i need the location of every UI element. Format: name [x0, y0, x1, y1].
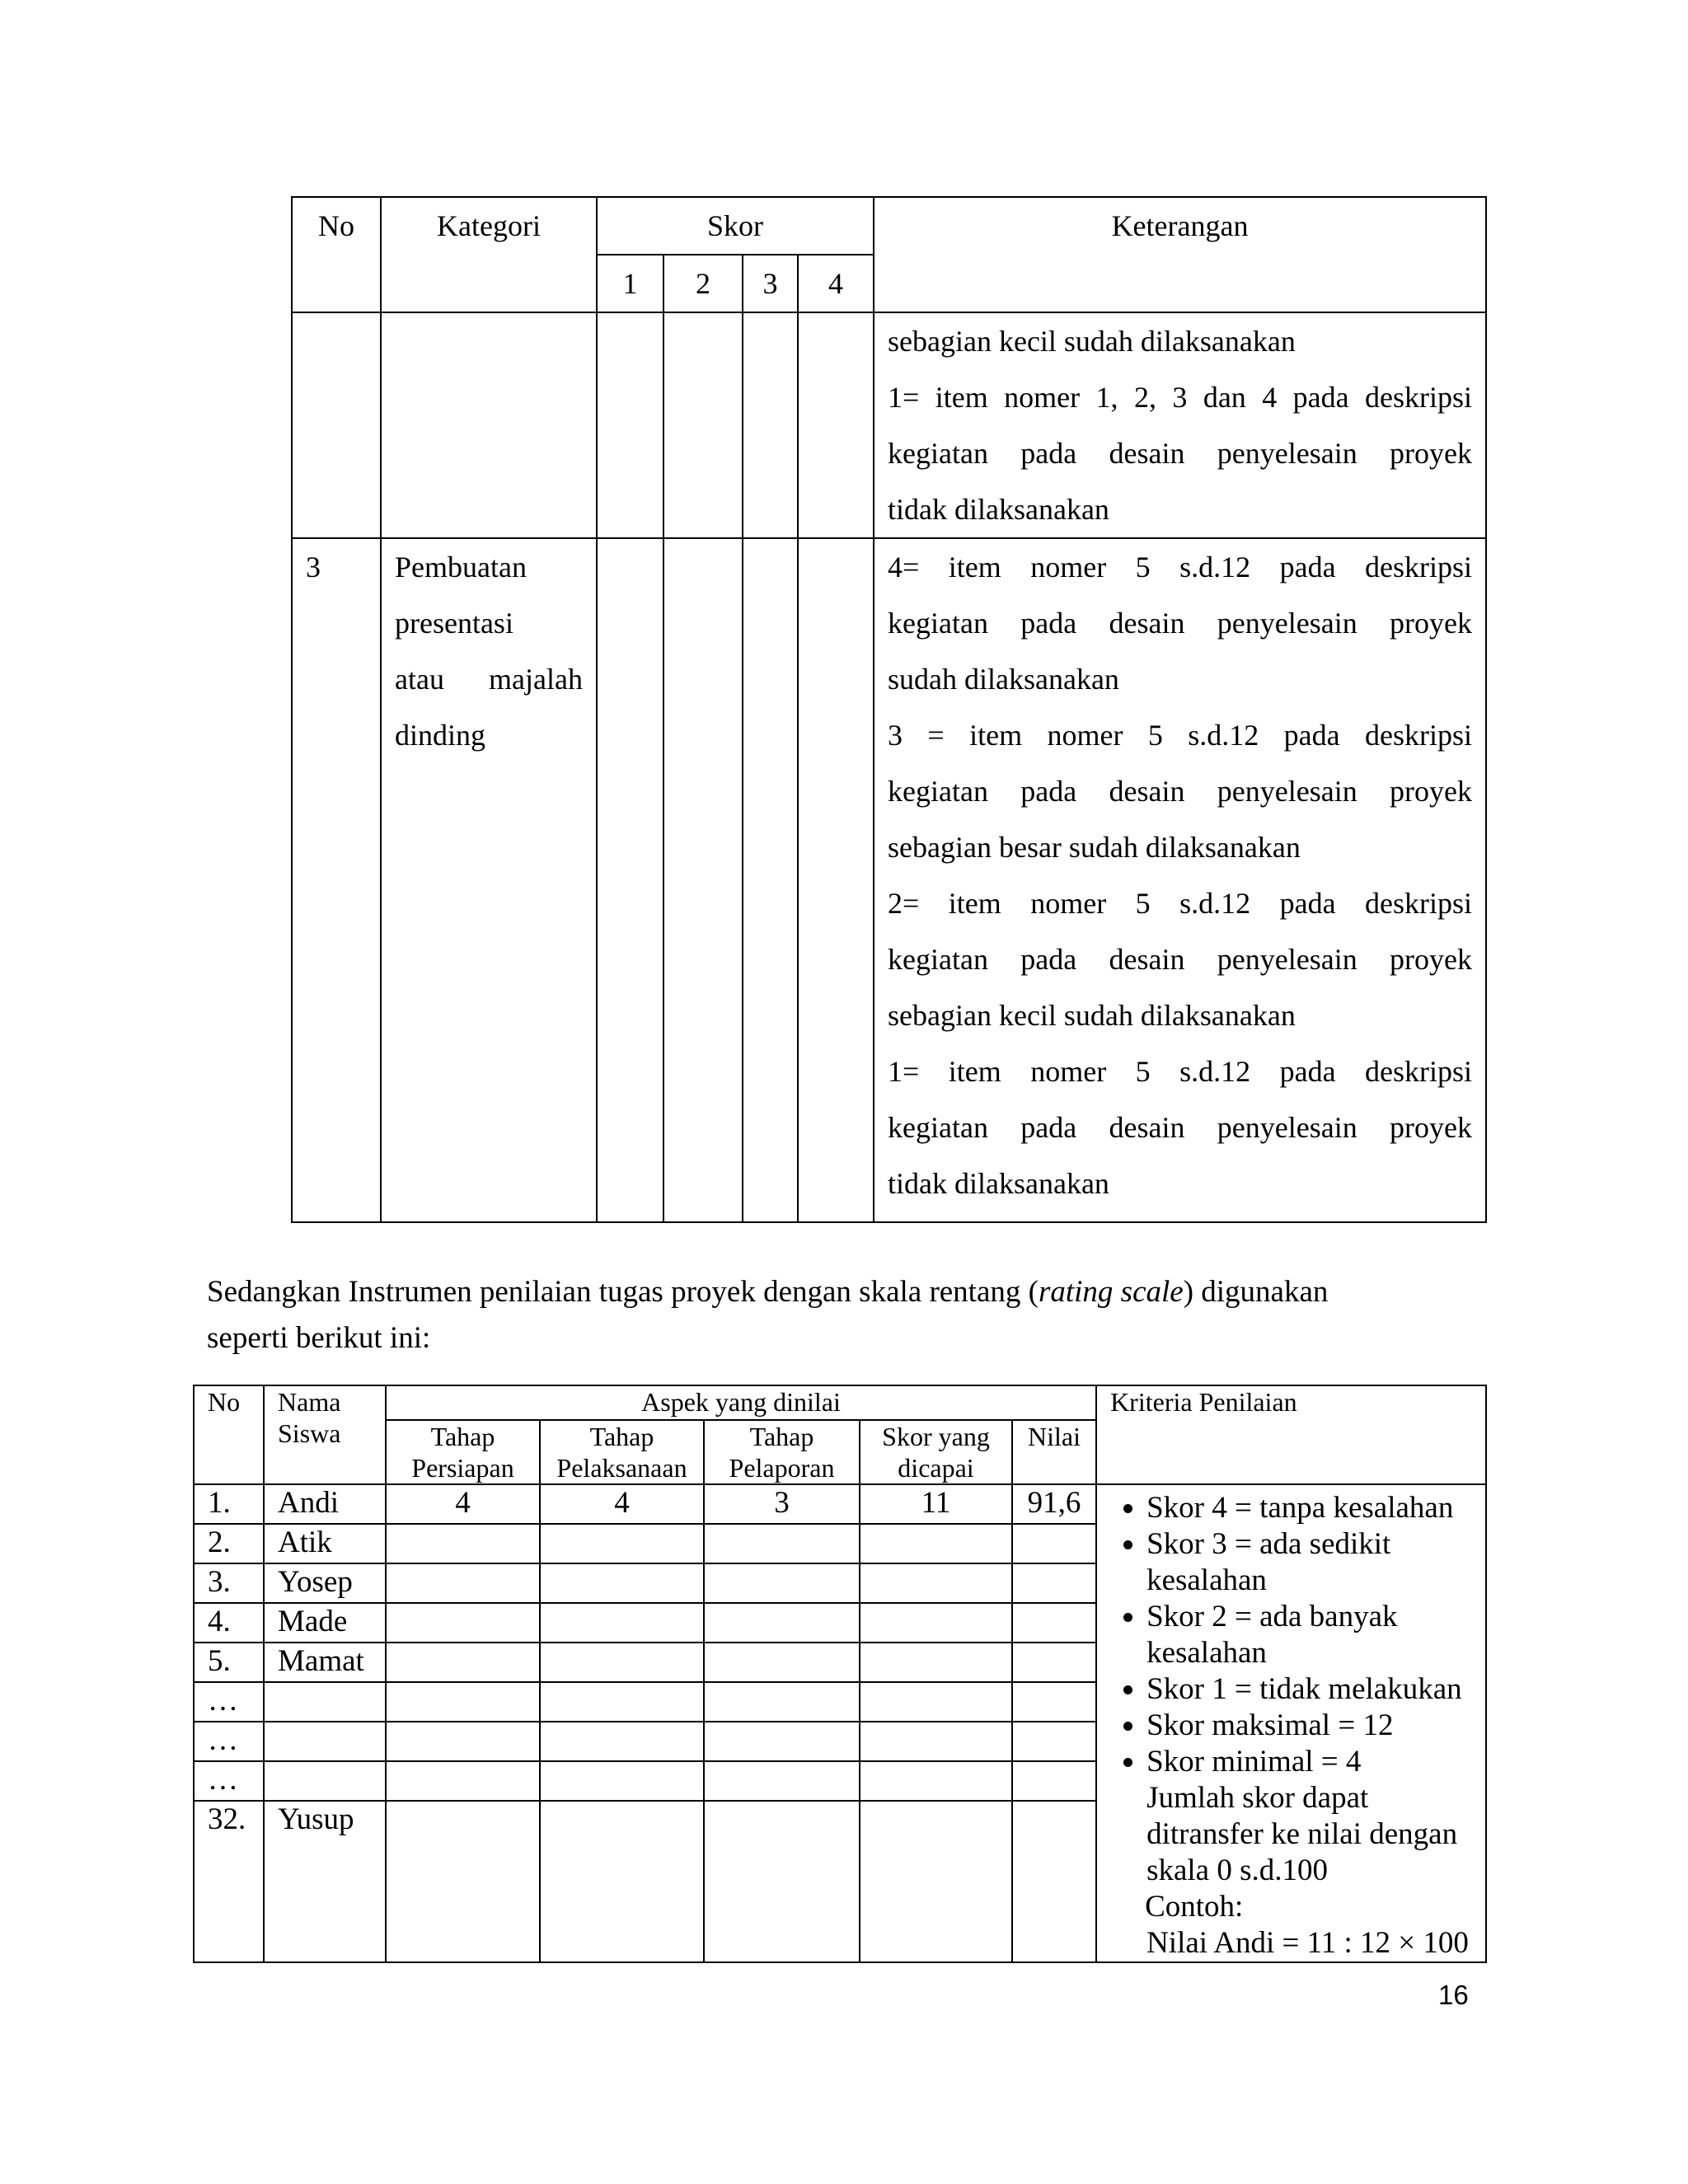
cell-nama: Yosep — [264, 1563, 386, 1603]
sub-l2: Pelaporan — [729, 1453, 835, 1483]
cell-nama: Atik — [264, 1524, 386, 1563]
intro-paragraph — [207, 1269, 1493, 1361]
header-skor-3: 3 — [743, 255, 798, 312]
cell-nama — [264, 1722, 386, 1761]
ket-line: 4= item nomer 5 s.d.12 pada deskripsi — [888, 551, 1473, 583]
header-tahap-pelaksanaan — [540, 1420, 704, 1484]
ket-line: kegiatan pada desain penyelesain proyek — [888, 1111, 1473, 1144]
header-nama-l2: Siswa — [278, 1418, 341, 1448]
header-tahap-persiapan — [386, 1420, 540, 1484]
cell-skor: 11 — [860, 1484, 1012, 1524]
kriteria-item: • Skor maksimal = 12 — [1146, 1708, 1482, 1744]
continuation-keterangan — [874, 312, 1486, 538]
cell-nama: Yusup — [264, 1801, 386, 1962]
header-keterangan: Keterangan — [874, 197, 1486, 312]
kriteria-item: • Skor 4 = tanpa kesalahan — [1146, 1490, 1482, 1526]
cell-pelaksanaan: 4 — [540, 1484, 704, 1524]
cell-no: 4. — [194, 1603, 264, 1643]
header-skor-4: 4 — [798, 255, 874, 312]
cell-nama: Made — [264, 1603, 386, 1643]
page-number: 16 — [1438, 1980, 1469, 2010]
cell-pelaporan: 3 — [704, 1484, 860, 1524]
header-skor-2: 2 — [663, 255, 743, 312]
sub-l1: Nilai — [1028, 1422, 1081, 1451]
kategori-line: Pembuatan — [395, 551, 527, 583]
header-skor-1: 1 — [597, 255, 663, 312]
para-text-2: ) digunakan — [1183, 1275, 1329, 1309]
para-italic: rating scale — [1038, 1275, 1184, 1309]
continuation-row — [292, 312, 1486, 538]
header-nilai — [1012, 1420, 1096, 1484]
kriteria-item: • Skor 1 = tidak melakukan — [1146, 1671, 1482, 1708]
cell-nilai: 91,6 — [1012, 1484, 1096, 1524]
ket-line: tidak dilaksanakan — [888, 1167, 1109, 1200]
kategori-line: presentasi — [395, 607, 513, 640]
ket-line: sudah dilaksanakan — [888, 663, 1119, 696]
kriteria-note: Jumlah skor dapat ditransfer ke nilai dengan skala 0 s.d.100 — [1146, 1781, 1458, 1887]
header-tahap-pelaporan — [704, 1420, 860, 1484]
ket-line: tidak dilaksanakan — [888, 493, 1109, 526]
ket-line: 1= item nomer 5 s.d.12 pada deskripsi — [888, 1055, 1473, 1088]
ket-line: kegiatan pada desain penyelesain proyek — [888, 607, 1473, 640]
header-kriteria: Kriteria Penilaian — [1096, 1385, 1486, 1484]
kategori-line: atau majalah — [395, 663, 583, 696]
kriteria-list — [1109, 1490, 1482, 1780]
cell-no: 2. — [194, 1524, 264, 1563]
scoring-rubric-table — [291, 196, 1487, 1223]
cell-nama — [264, 1682, 386, 1722]
kriteria-contoh: Nilai Andi = 11 : 12 × 100 — [1146, 1926, 1469, 1960]
header-nama — [264, 1385, 386, 1484]
header-no: No — [292, 197, 381, 312]
sub-l1: Tahap — [749, 1422, 814, 1451]
para-text-1: Sedangkan Instrumen penilaian tugas proyek dengan skala rentang ( — [207, 1275, 1039, 1309]
header-skor: Skor — [597, 197, 874, 255]
row-3 — [292, 538, 1486, 1222]
header-aspek: Aspek yang dinilai — [386, 1385, 1096, 1420]
ket-line: sebagian kecil sudah dilaksanakan — [888, 325, 1296, 358]
sub-l1: Tahap — [589, 1422, 654, 1451]
cell-no: … — [194, 1682, 264, 1722]
sub-l1: Skor yang — [882, 1422, 990, 1451]
ket-line: kegiatan pada desain penyelesain proyek — [888, 943, 1473, 976]
cell-no: … — [194, 1761, 264, 1801]
kriteria-item: • Skor minimal = 4 — [1146, 1744, 1482, 1780]
kriteria-item: • Skor 2 = ada banyak kesalahan — [1146, 1599, 1482, 1671]
cell-no: 5. — [194, 1643, 264, 1682]
header-skor-dicapai — [860, 1420, 1012, 1484]
ket-line: sebagian kecil sudah dilaksanakan — [888, 999, 1296, 1032]
cell-no: … — [194, 1722, 264, 1761]
ket-line: kegiatan pada desain penyelesain proyek — [888, 775, 1473, 808]
row-3-keterangan — [874, 538, 1486, 1222]
para-text-3: seperti berikut ini: — [207, 1321, 431, 1355]
ket-line: 2= item nomer 5 s.d.12 pada deskripsi — [888, 887, 1473, 920]
row-3-no: 3 — [292, 538, 381, 1222]
cell-persiapan: 4 — [386, 1484, 540, 1524]
header-nama-l1: Nama — [278, 1387, 341, 1417]
kriteria-item: • Skor 3 = ada sedikit kesalahan — [1146, 1526, 1482, 1599]
kategori-line: dinding — [395, 719, 486, 752]
sub-l2: Pelaksanaan — [556, 1453, 687, 1483]
kriteria-contoh-label: Contoh: — [1145, 1890, 1244, 1924]
cell-nama — [264, 1761, 386, 1801]
sub-l2: dicapai — [898, 1453, 974, 1483]
sub-l1: Tahap — [430, 1422, 495, 1451]
cell-nama: Mamat — [264, 1643, 386, 1682]
cell-no: 3. — [194, 1563, 264, 1603]
ket-line: kegiatan pada desain penyelesain proyek — [888, 437, 1473, 470]
ket-line: sebagian besar sudah dilaksanakan — [888, 831, 1301, 864]
cell-no: 1. — [194, 1484, 264, 1524]
row-3-kategori — [381, 538, 597, 1222]
ket-line: 3 = item nomer 5 s.d.12 pada deskripsi — [888, 719, 1473, 752]
header-no: No — [194, 1385, 264, 1484]
sub-l2: Persiapan — [411, 1453, 514, 1483]
header-kategori: Kategori — [381, 197, 597, 312]
cell-no: 32. — [194, 1801, 264, 1962]
cell-nama: Andi — [264, 1484, 386, 1524]
ket-line: 1= item nomer 1, 2, 3 dan 4 pada deskripsi — [888, 381, 1473, 414]
table-row — [194, 1484, 1486, 1524]
rating-scale-table — [193, 1385, 1487, 1963]
kriteria-cell — [1096, 1484, 1486, 1962]
